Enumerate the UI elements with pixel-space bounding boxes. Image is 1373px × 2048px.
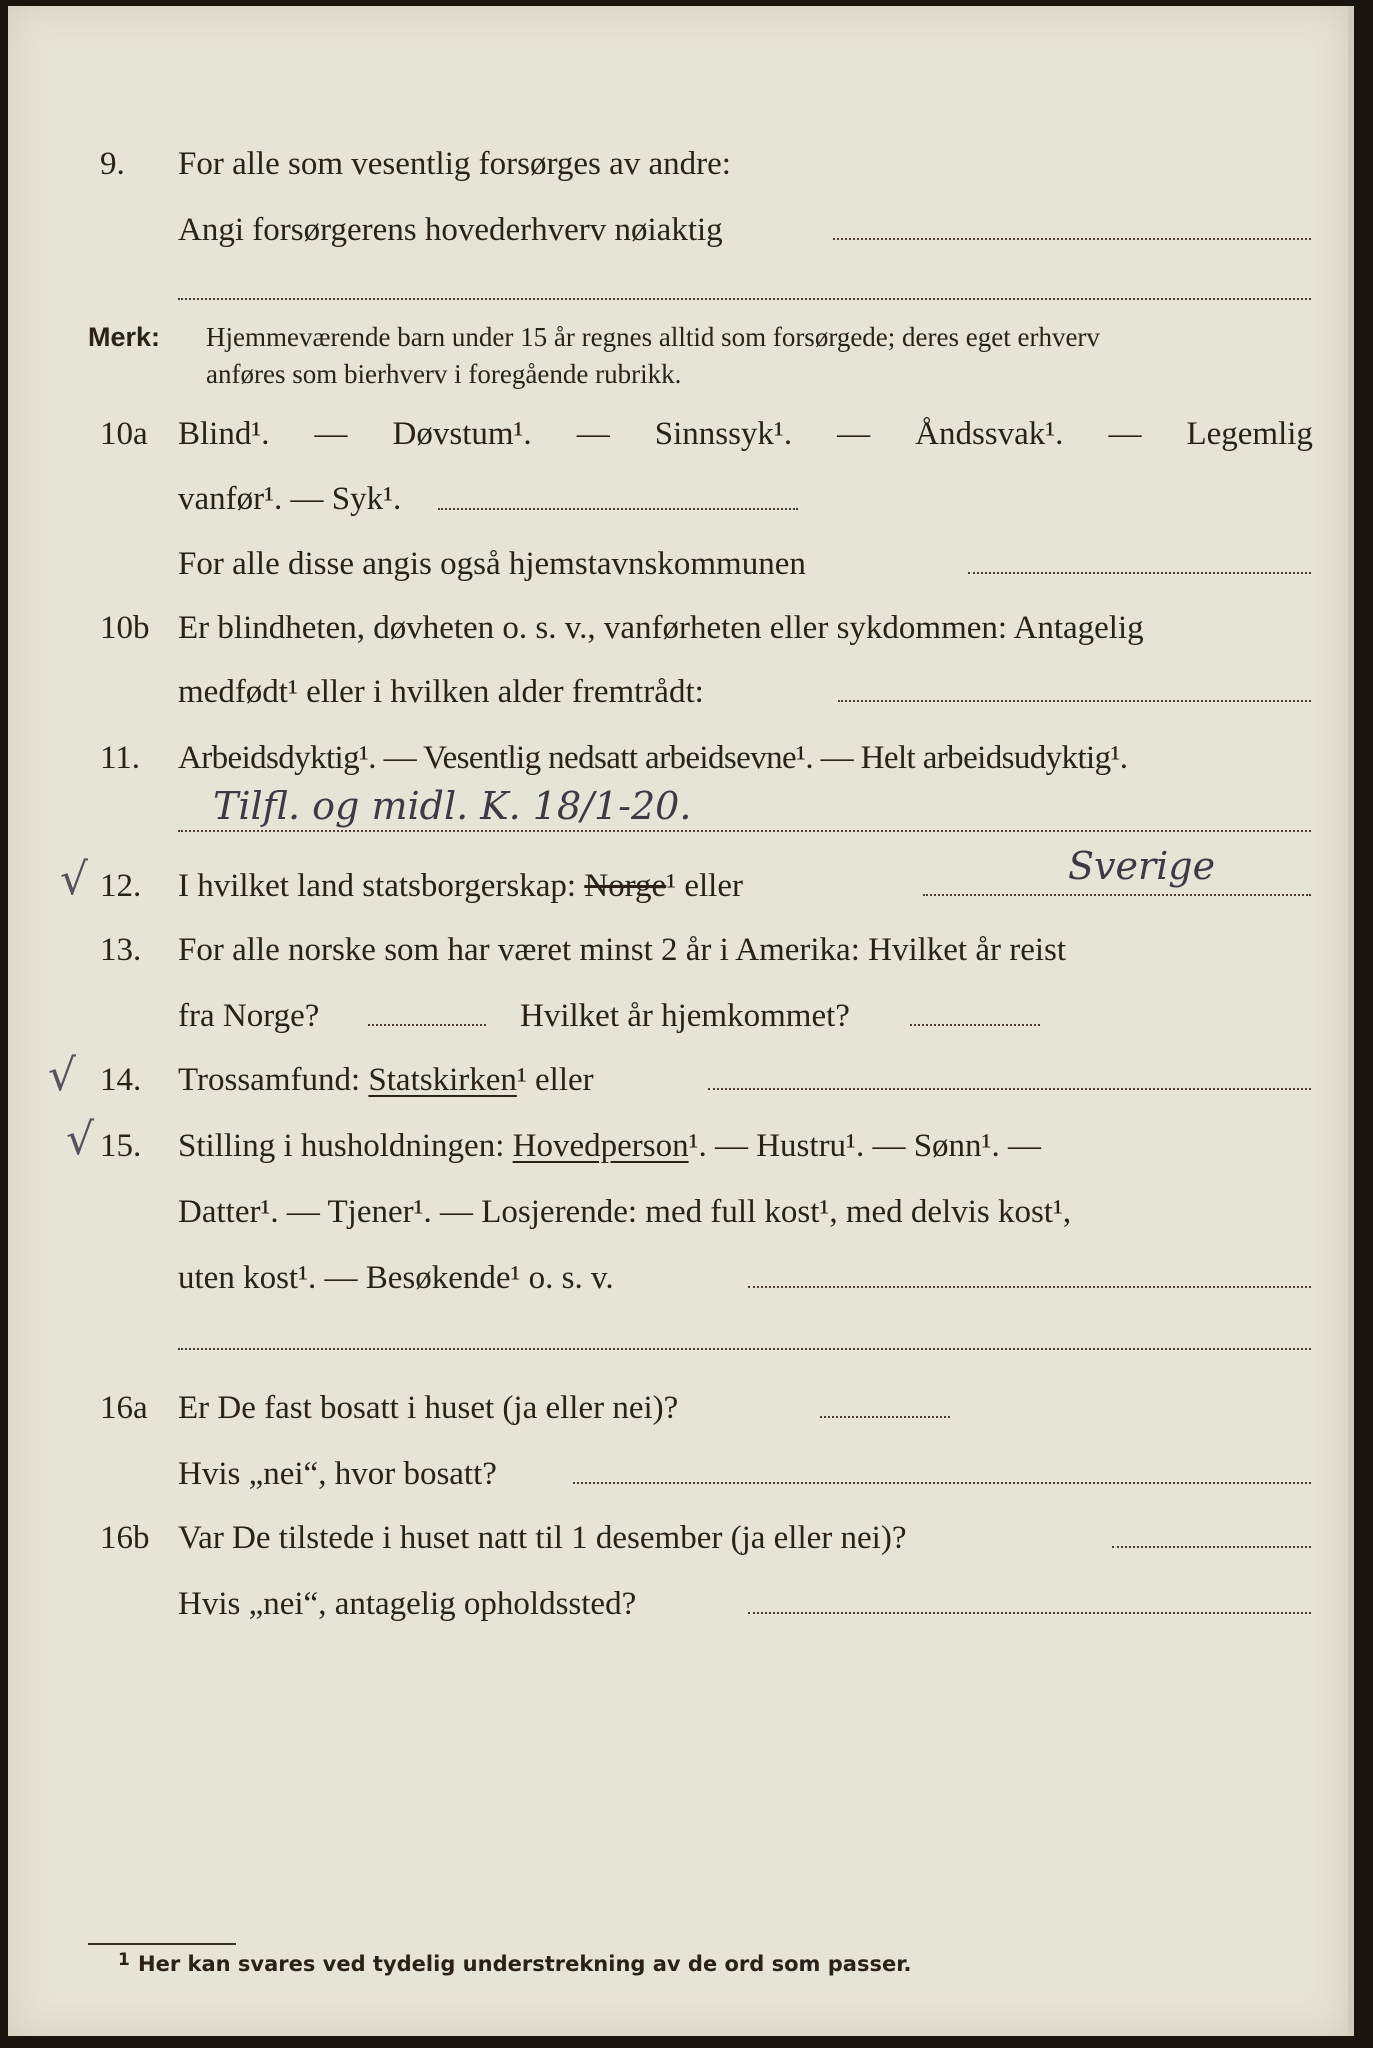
q10a-dash-4: — xyxy=(1108,416,1142,452)
q9-line2: Angi forsørgerens hovederhverv nøiaktig xyxy=(178,212,723,248)
q10a-dash-2: — xyxy=(576,416,610,452)
q15-line3: uten kost¹. — Besøkende¹ o. s. v. xyxy=(178,1260,614,1296)
q14-number: 14. xyxy=(100,1062,142,1098)
merk-label: Merk: xyxy=(88,322,161,352)
q15-answer-line[interactable] xyxy=(748,1286,1311,1288)
merk-line2: anføres som bierhverv i foregående rubrikk. xyxy=(206,359,682,389)
q15-line1 xyxy=(178,1128,1041,1165)
q10a-line1 xyxy=(178,416,1313,453)
footnote-rule xyxy=(88,1943,236,1945)
q16b-number: 16b xyxy=(100,1520,150,1556)
q15-number: 15. xyxy=(100,1128,142,1164)
q13-number: 13. xyxy=(100,932,142,968)
q9-number: 9. xyxy=(100,146,125,182)
q10b-answer-line[interactable] xyxy=(838,700,1311,702)
q10b-line2: medfødt¹ eller i hvilken alder fremtrådt: xyxy=(178,674,704,710)
q11-line1: Arbeidsdyktig¹. — Vesentlig nedsatt arbeidsevne¹. — Helt arbeidsudyktig¹. xyxy=(178,740,1128,776)
check-mark-q14: √ xyxy=(48,1050,77,1101)
q10b-number: 10b xyxy=(100,610,150,646)
q10a-dash-3: — xyxy=(837,416,871,452)
q9-answer-line-2[interactable] xyxy=(178,298,1311,300)
q10b-line1: Er blindheten, døvheten o. s. v., vanførheten eller sykdommen: Antagelig xyxy=(178,610,1144,646)
q12-answer-line[interactable] xyxy=(923,894,1311,896)
q15-line2: Datter¹. — Tjener¹. — Losjerende: med full kost¹, med delvis kost¹, xyxy=(178,1194,1072,1230)
q16b-line1: Var De tilstede i huset natt til 1 desember (ja eller nei)? xyxy=(178,1520,907,1556)
footnote-marker: 1 xyxy=(118,1950,130,1970)
q13-reist-answer-line[interactable] xyxy=(368,1024,486,1026)
q12-norge[interactable]: Norge xyxy=(584,868,667,904)
merk-line1: Hjemmeværende barn under 15 år regnes alltid som forsørgede; deres eget erhverv xyxy=(206,322,1100,352)
check-mark-q12: √ xyxy=(60,854,89,905)
q13-line2b: Hvilket år hjemkommet? xyxy=(520,998,850,1034)
q16a-line1: Er De fast bosatt i huset (ja eller nei)? xyxy=(178,1390,679,1426)
q10a-legemlig: Legemlig xyxy=(1186,416,1313,452)
q15-hovedperson[interactable]: Hovedperson xyxy=(512,1128,689,1164)
q16a-number: 16a xyxy=(100,1390,148,1426)
q12-handwritten-answer: Sverige xyxy=(1068,844,1216,888)
check-mark-q15: √ xyxy=(66,1114,95,1165)
q11-handwritten-answer: Tilfl. og midl. K. 18/1-20. xyxy=(213,784,692,828)
q10a-sinnssyk: Sinnssyk¹. xyxy=(654,416,793,452)
q16a-answer-line[interactable] xyxy=(820,1416,950,1418)
q11-number: 11. xyxy=(100,740,141,776)
footnote-text: Her kan svares ved tydelig understrekning av de ord som passer. xyxy=(138,1952,912,1976)
q10a-line2: vanfør¹. — Syk¹. xyxy=(178,481,402,517)
q14-statskirken[interactable]: Statskirken xyxy=(368,1062,517,1098)
q12-text-a: I hvilket land statsborgerskap: xyxy=(178,868,577,904)
q15-answer-line-2[interactable] xyxy=(178,1348,1311,1350)
q15-text-b: ¹. — Hustru¹. — Sønn¹. — xyxy=(688,1128,1041,1164)
q10a-kommune-answer-line[interactable] xyxy=(968,572,1311,574)
q16a-bosatt-answer-line[interactable] xyxy=(573,1482,1311,1484)
q12-number: 12. xyxy=(100,868,142,904)
q13-line2a: fra Norge? xyxy=(178,998,320,1034)
q16a-line2: Hvis „nei“, hvor bosatt? xyxy=(178,1456,497,1492)
q14-text-b: ¹ eller xyxy=(516,1062,594,1098)
q16b-line2: Hvis „nei“, antagelig opholdssted? xyxy=(178,1586,637,1622)
q16b-answer-line[interactable] xyxy=(1112,1546,1311,1548)
q15-text-a: Stilling i husholdningen: xyxy=(178,1128,505,1164)
q10a-blind: Blind¹. xyxy=(178,416,270,452)
q13-line1: For alle norske som har været minst 2 år i Amerika: Hvilket år reist xyxy=(178,932,1067,968)
q10a-line3: For alle disse angis også hjemstavnskommunen xyxy=(178,546,806,582)
q10a-syk-answer-line[interactable] xyxy=(438,508,798,510)
q10a-andssvak: Åndssvak¹. xyxy=(915,416,1064,452)
q12-text-b: ¹ eller xyxy=(666,868,743,904)
q9-line1: For alle som vesentlig forsørges av andre: xyxy=(178,146,731,182)
q14-text-a: Trossamfund: xyxy=(178,1062,361,1098)
q14-answer-line[interactable] xyxy=(708,1088,1311,1090)
q11-answer-line[interactable] xyxy=(178,830,1311,832)
q14-line xyxy=(178,1062,594,1099)
q10a-dovstum: Døvstum¹. xyxy=(392,416,532,452)
q9-answer-line[interactable] xyxy=(833,238,1311,240)
census-form-page xyxy=(8,6,1354,2036)
q10a-number: 10a xyxy=(100,416,148,452)
q13-hjemkommet-answer-line[interactable] xyxy=(910,1024,1040,1026)
q16b-opholdssted-answer-line[interactable] xyxy=(748,1612,1311,1614)
q12-line xyxy=(178,868,743,905)
q10a-dash-1: — xyxy=(314,416,348,452)
